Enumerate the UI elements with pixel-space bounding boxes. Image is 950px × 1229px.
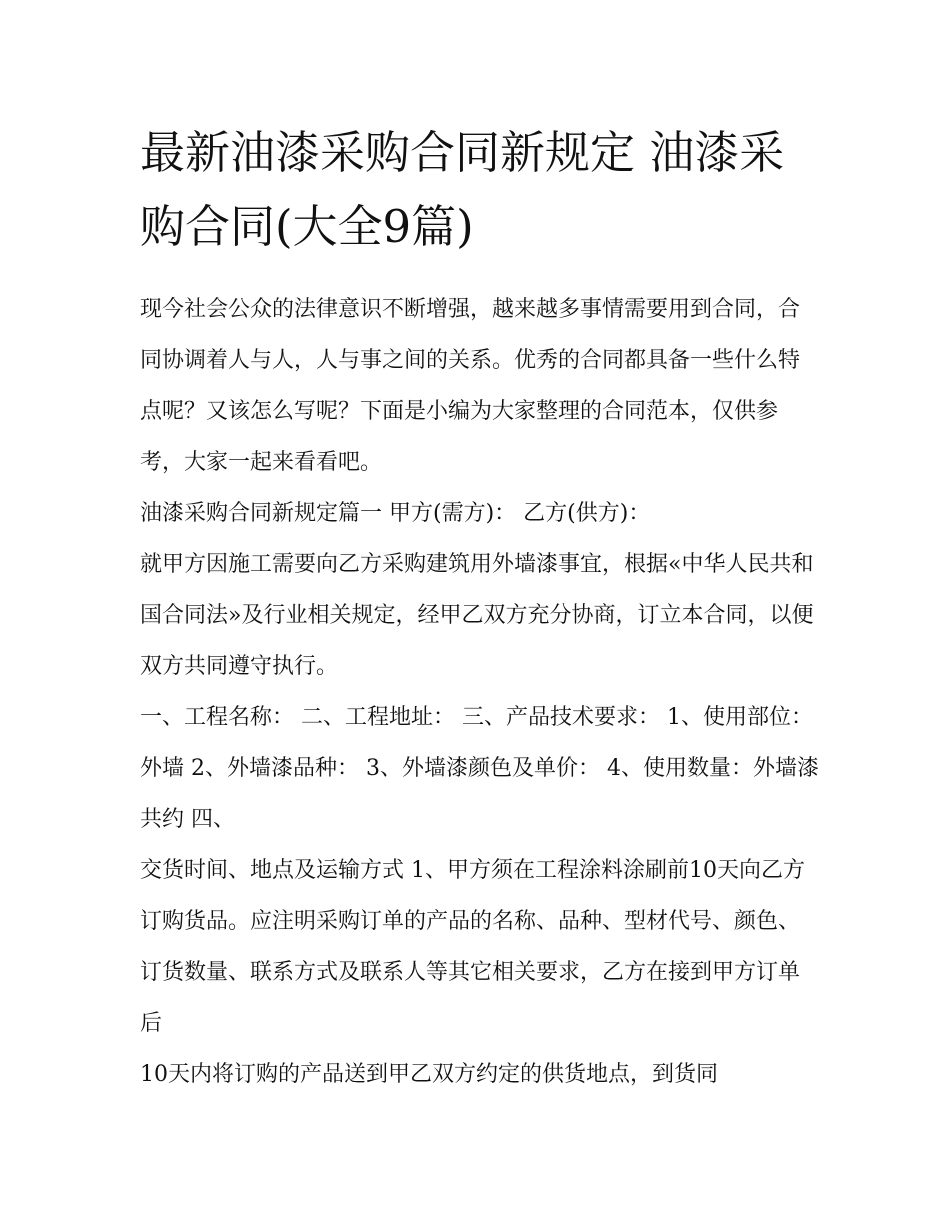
paragraph-delivery: 交货时间、地点及运输方式 1、甲方须在工程涂料涂刷前10天向乙方订购货品。应注明采购订单的产品的名称、品种、型材代号、颜色、订货数量、联系方式及联系人等其它相关要求，乙方在接到甲方订单后 [140, 858, 805, 1036]
paragraph-delivery-continued: 10天内将订购的产品送到甲乙双方约定的供货地点，到货同 [140, 1062, 718, 1087]
paragraph-parties: 油漆采购合同新规定篇一 甲方(需方)： 乙方(供方)： [140, 501, 651, 526]
paragraph-purpose: 就甲方因施工需要向乙方采购建筑用外墙漆事宜，根据«中华人民共和国合同法»及行业相关规定，经甲乙双方充分协商，订立本合同，以便双方共同遵守执行。 [140, 552, 814, 679]
document-title: 最新油漆采购合同新规定 油漆采购合同(大全9篇) [140, 126, 785, 253]
paragraph-intro: 现今社会公众的法律意识不断增强，越来越多事情需要用到合同，合同协调着人与人，人与事之间的关系。优秀的合同都具备一些什么特点呢？又该怎么写呢？下面是小编为大家整理的合同范本，仅供参考，大家一起来看看吧。 [140, 297, 801, 475]
document-body [140, 284, 820, 1100]
paragraph-project-info: 一、工程名称： 二、工程地址： 三、产品技术要求： 1、使用部位：外墙 2、外墙漆品种： 3、外墙漆颜色及单价： 4、使用数量：外墙漆共约 四、 [140, 705, 819, 832]
